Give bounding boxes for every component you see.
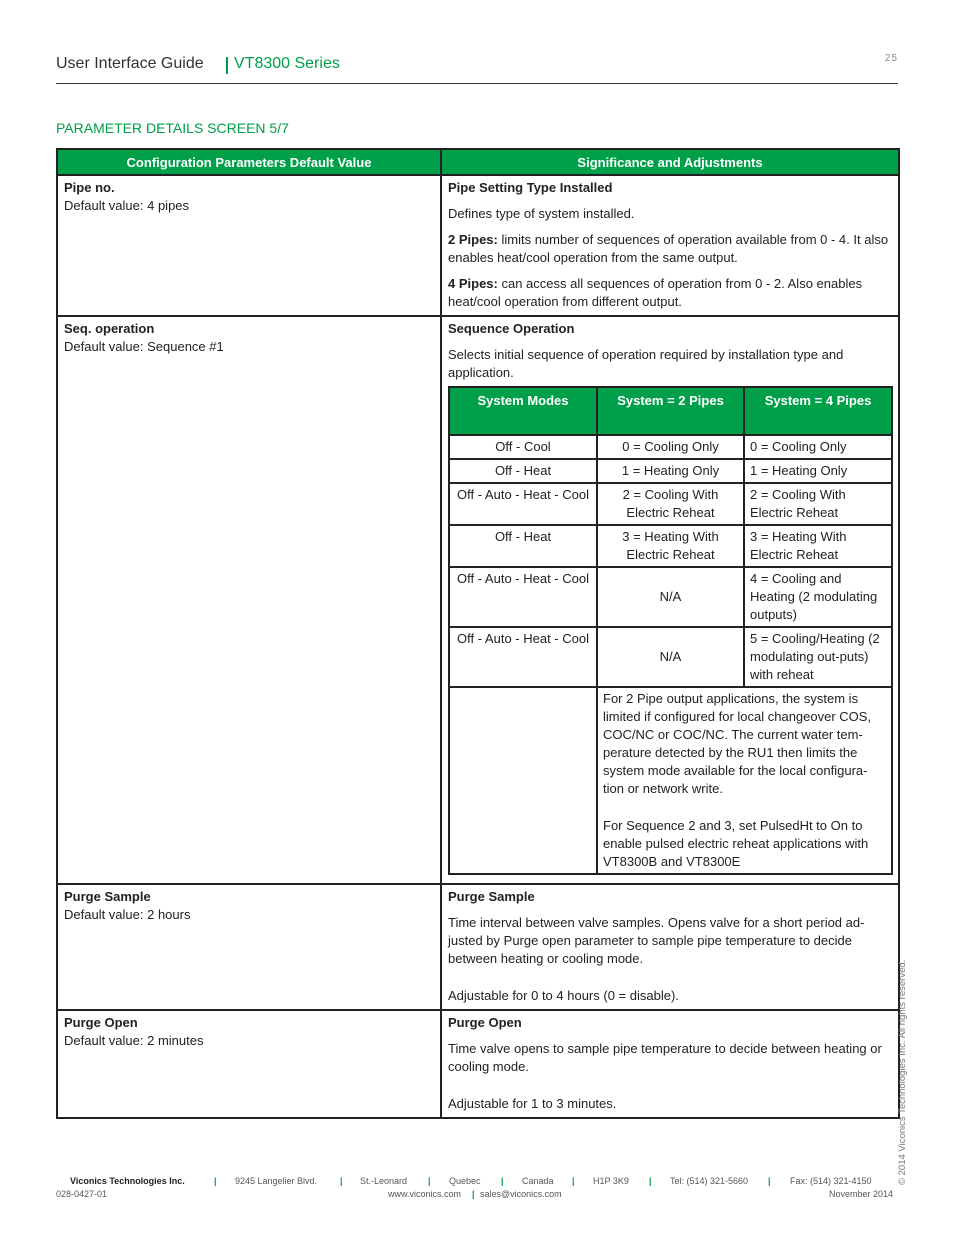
table-header-row — [57, 149, 899, 175]
seq-header-row — [449, 387, 892, 435]
footer-tel: Tel: (514) 321-5660 — [670, 1176, 749, 1186]
table-row — [57, 316, 899, 884]
seq-4pipes: 1 = Heating Only — [744, 459, 892, 483]
seq-mode: Off - Auto - Heat - Cool — [449, 483, 597, 525]
seq-4pipes: 3 = Heating With Electric Reheat — [744, 525, 892, 567]
seq-2pipes: 2 = Cooling With Electric Reheat — [597, 483, 744, 525]
sig-title: Purge Open — [448, 1015, 522, 1030]
sig-paragraph: Adjustable for 0 to 4 hours (0 = disable). — [448, 988, 679, 1003]
sig-title: Purge Sample — [448, 889, 535, 904]
seq-mode: Off - Auto - Heat - Cool — [449, 567, 597, 627]
table-row — [57, 884, 899, 1010]
sequence-table — [448, 386, 893, 875]
sig-paragraph: Adjustable for 1 to 3 minutes. — [448, 1096, 617, 1111]
side-copyright: © 2014 Viconics Technologies Inc. All rights reserved. — [897, 959, 908, 1185]
seq-mode: Off - Auto - Heat - Cool — [449, 627, 597, 687]
seq-note-empty — [449, 687, 597, 874]
seq-mode: Off - Cool — [449, 435, 597, 459]
footer-email-link[interactable]: sales@viconics.com — [480, 1189, 562, 1199]
seq-mode: Off - Heat — [449, 525, 597, 567]
seq-2pipes: 0 = Cooling Only — [597, 435, 744, 459]
page-header — [56, 55, 898, 84]
sig-title: Pipe Setting Type Installed — [448, 180, 613, 195]
sig-text: limits number of sequences of operation available from 0 - 4. It also enables heat/cool operation from the same output. — [448, 232, 889, 265]
sig-text: can access all sequences of operation from 0 - 2. Also enables heat/cool operation from different output. — [448, 276, 863, 309]
footer-separator: | — [768, 1176, 771, 1186]
footer-separator: | — [472, 1189, 475, 1199]
param-name: Purge Sample — [64, 889, 151, 904]
seq-row — [449, 567, 892, 627]
page-number: 25 — [884, 53, 898, 64]
param-name: Purge Open — [64, 1015, 138, 1030]
parameter-table — [56, 148, 900, 1119]
footer-province: Quebec — [449, 1176, 481, 1186]
footer-separator: | — [428, 1176, 431, 1186]
seq-note: For Sequence 2 and 3, set PulsedHt to On to enable pulsed electric reheat applications with VT8300B and VT8300E — [603, 818, 869, 869]
footer-postal: H1P 3K9 — [593, 1176, 629, 1186]
seq-header-4pipes: System = 4 Pipes — [744, 387, 892, 435]
param-name: Seq. operation — [64, 321, 155, 336]
footer-separator: | — [340, 1176, 343, 1186]
significance-cell — [441, 884, 899, 1010]
seq-row — [449, 525, 892, 567]
footer-contact-line — [56, 1189, 898, 1201]
seq-4pipes: 4 = Cooling and Heating (2 modulating outputs) — [744, 567, 892, 627]
seq-2pipes: 1 = Heating Only — [597, 459, 744, 483]
significance-cell — [441, 316, 899, 884]
seq-4pipes: 5 = Cooling/Heating (2 modulating out-puts) with reheat — [744, 627, 892, 687]
param-default: Default value: 2 minutes — [64, 1033, 204, 1048]
param-default: Default value: 2 hours — [64, 907, 191, 922]
seq-header-2pipes: System = 2 Pipes — [597, 387, 744, 435]
footer-fax: Fax: (514) 321-4150 — [790, 1176, 872, 1186]
seq-row — [449, 627, 892, 687]
significance-cell — [441, 175, 899, 316]
sig-bold-label: 2 Pipes: — [448, 232, 498, 247]
sig-paragraph: Time interval between valve samples. Opens valve for a short period ad-justed by Purge open parameter to sample pipe temperature to decide between heating or cooling mode. — [448, 915, 865, 966]
seq-2pipes: N/A — [597, 567, 744, 627]
table-row — [57, 1010, 899, 1118]
footer-separator: | — [214, 1176, 217, 1186]
footer-date: November 2014 — [829, 1189, 894, 1199]
config-cell — [57, 316, 441, 884]
footer-doc-number: 028-0427-01 — [56, 1189, 108, 1199]
param-default: Default value: Sequence #1 — [64, 339, 224, 354]
param-default: Default value: 4 pipes — [64, 198, 190, 213]
table-row — [57, 175, 899, 316]
seq-2pipes: N/A — [597, 627, 744, 687]
header-separator — [226, 57, 228, 74]
sig-paragraph: Selects initial sequence of operation required by installation type and application. — [448, 347, 844, 380]
sig-paragraph — [448, 231, 892, 267]
sig-title: Sequence Operation — [448, 321, 575, 336]
config-cell — [57, 1010, 441, 1118]
footer-website-link[interactable]: www.viconics.com — [388, 1189, 462, 1199]
seq-note-cell — [597, 687, 892, 874]
seq-header-modes: System Modes — [449, 387, 597, 435]
seq-row — [449, 483, 892, 525]
seq-2pipes: 3 = Heating With Electric Reheat — [597, 525, 744, 567]
seq-4pipes: 2 = Cooling With Electric Reheat — [744, 483, 892, 525]
footer-address-line — [56, 1176, 898, 1188]
col-config-header: Configuration Parameters Default Value — [57, 149, 441, 175]
config-cell — [57, 175, 441, 316]
seq-row — [449, 435, 892, 459]
footer-separator: | — [501, 1176, 504, 1186]
seq-note-row — [449, 687, 892, 874]
footer-street: 9245 Langelier Blvd. — [235, 1176, 318, 1186]
param-name: Pipe no. — [64, 180, 115, 195]
sig-paragraph — [448, 275, 892, 311]
seq-row — [449, 459, 892, 483]
footer-country: Canada — [522, 1176, 554, 1186]
series-title: VT8300 Series — [234, 55, 340, 72]
footer-separator: | — [572, 1176, 575, 1186]
footer-separator: | — [649, 1176, 652, 1186]
sig-bold-label: 4 Pipes: — [448, 276, 498, 291]
section-title: PARAMETER DETAILS SCREEN 5/7 — [56, 120, 289, 136]
seq-4pipes: 0 = Cooling Only — [744, 435, 892, 459]
sig-paragraph: Defines type of system installed. — [448, 206, 635, 221]
footer-city: St.-Leonard — [360, 1176, 408, 1186]
config-cell — [57, 884, 441, 1010]
significance-cell — [441, 1010, 899, 1118]
footer-company: Viconics Technologies Inc. — [70, 1176, 185, 1186]
seq-mode: Off - Heat — [449, 459, 597, 483]
seq-note: For 2 Pipe output applications, the system is limited if configured for local changeover COS, COC/NC or COC/NC. The current water tem-perature detected by the RU1 then limits the system mode available for the local configura-tion or network write. — [603, 691, 872, 796]
col-significance-header: Significance and Adjustments — [441, 149, 899, 175]
sig-paragraph: Time valve opens to sample pipe temperature to decide between heating or cooling mode. — [448, 1041, 882, 1074]
guide-title: User Interface Guide — [56, 55, 204, 72]
